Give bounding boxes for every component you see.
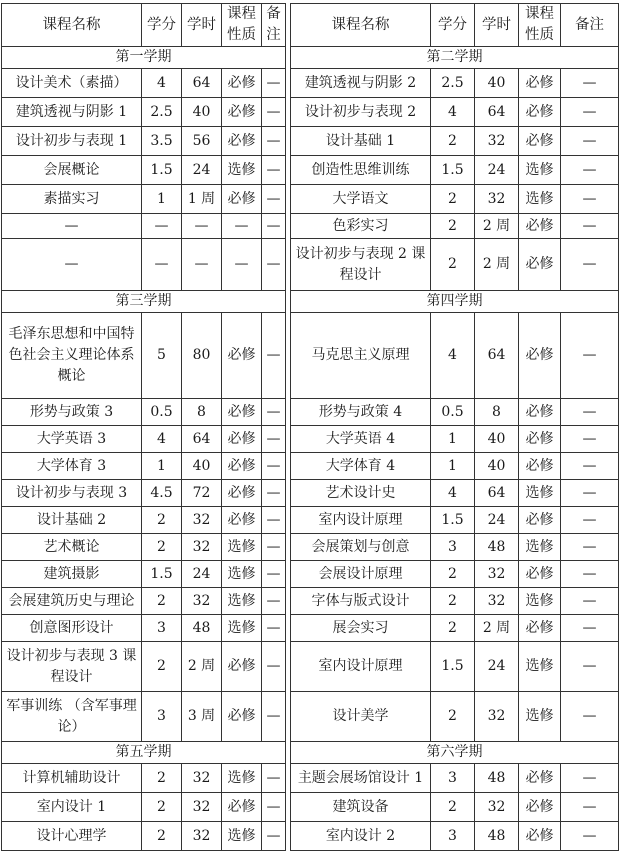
course-type: 选修: [222, 588, 262, 615]
table-row: [2, 507, 619, 534]
semester-row: [2, 742, 619, 764]
remarks: —: [262, 480, 286, 507]
credits: 1: [142, 185, 182, 214]
course-type: 必修: [519, 313, 561, 399]
course-name: 建筑摄影: [2, 561, 142, 588]
remarks: —: [561, 793, 619, 822]
course-type: 选修: [222, 822, 262, 851]
credits: 2: [431, 214, 475, 239]
header-remarks: 备注: [262, 4, 286, 47]
credits: 4.5: [142, 480, 182, 507]
remarks: —: [561, 239, 619, 291]
credits: —: [142, 214, 182, 239]
course-type: 必修: [519, 793, 561, 822]
remarks: —: [262, 453, 286, 480]
table-row: [2, 561, 619, 588]
remarks: —: [561, 399, 619, 426]
hours: 64: [182, 426, 222, 453]
semester-title: 第四学期: [291, 291, 619, 313]
table-row: [2, 239, 619, 291]
remarks: —: [262, 185, 286, 214]
hours: 32: [475, 561, 519, 588]
course-type: 必修: [222, 642, 262, 692]
remarks: —: [262, 214, 286, 239]
course-name: 形势与政策 4: [291, 399, 431, 426]
credits: 3: [142, 615, 182, 642]
credits: 0.5: [142, 399, 182, 426]
course-type: 必修: [222, 185, 262, 214]
hours: 40: [475, 426, 519, 453]
course-type: 必修: [519, 561, 561, 588]
course-name: 室内设计原理: [291, 642, 431, 692]
hours: 40: [475, 453, 519, 480]
credits: 3: [431, 822, 475, 851]
header-credits: 学分: [142, 4, 182, 47]
credits: 5: [142, 313, 182, 399]
course-name: 设计初步与表现 2: [291, 98, 431, 127]
remarks: —: [561, 214, 619, 239]
remarks: —: [262, 822, 286, 851]
semester-row: [2, 47, 619, 69]
course-name: 设计初步与表现 3: [2, 480, 142, 507]
course-type: 选修: [222, 764, 262, 793]
course-type: 选修: [519, 480, 561, 507]
course-type: 必修: [519, 399, 561, 426]
course-name: 设计初步与表现 2 课程设计: [291, 239, 431, 291]
table-row: [2, 185, 619, 214]
course-name: 会展策划与创意: [291, 534, 431, 561]
remarks: —: [561, 534, 619, 561]
course-type: 必修: [222, 98, 262, 127]
credits: 4: [142, 69, 182, 98]
remarks: —: [561, 507, 619, 534]
course-name: 军事训练 （含军事理论）: [2, 692, 142, 742]
hours: 32: [475, 185, 519, 214]
remarks: —: [262, 507, 286, 534]
course-type: 必修: [519, 822, 561, 851]
header-course-type: 课程性质: [519, 4, 561, 47]
course-type: 必修: [519, 98, 561, 127]
remarks: —: [262, 561, 286, 588]
credits: 2: [142, 793, 182, 822]
course-name: 会展建筑历史与理论: [2, 588, 142, 615]
credits: 3: [431, 764, 475, 793]
course-name: 设计心理学: [2, 822, 142, 851]
semester-row: [2, 291, 619, 313]
hours: 2 周: [475, 214, 519, 239]
semester-title: 第二学期: [291, 47, 619, 69]
course-type: 必修: [222, 793, 262, 822]
hours: 24: [182, 561, 222, 588]
header-hours: 学时: [182, 4, 222, 47]
course-type: 必修: [519, 239, 561, 291]
remarks: —: [262, 156, 286, 185]
header-row: [2, 4, 619, 47]
table-row: [2, 214, 619, 239]
course-name: 毛泽东思想和中国特色社会主义理论体系概论: [2, 313, 142, 399]
header-credits: 学分: [431, 4, 475, 47]
credits: 2: [431, 185, 475, 214]
hours: 32: [475, 127, 519, 156]
hours: 48: [475, 764, 519, 793]
course-name: 建筑透视与阴影 2: [291, 69, 431, 98]
remarks: —: [561, 615, 619, 642]
course-name: 大学英语 3: [2, 426, 142, 453]
credits: 1.5: [431, 642, 475, 692]
hours: 24: [182, 156, 222, 185]
remarks: —: [262, 615, 286, 642]
remarks: —: [561, 764, 619, 793]
course-name: 创造性思维训练: [291, 156, 431, 185]
remarks: —: [262, 69, 286, 98]
credits: 4: [431, 480, 475, 507]
hours: 3 周: [182, 692, 222, 742]
credits: 2: [142, 822, 182, 851]
hours: 2 周: [475, 239, 519, 291]
course-type: 必修: [222, 127, 262, 156]
remarks: —: [262, 534, 286, 561]
table-row: [2, 69, 619, 98]
remarks: —: [561, 561, 619, 588]
course-type: 必修: [222, 426, 262, 453]
credits: 1: [142, 453, 182, 480]
remarks: —: [561, 426, 619, 453]
remarks: —: [262, 426, 286, 453]
credits: 2: [431, 793, 475, 822]
course-type: 必修: [519, 127, 561, 156]
credits: 0.5: [431, 399, 475, 426]
course-name: 建筑设备: [291, 793, 431, 822]
credits: 2.5: [431, 69, 475, 98]
hours: 40: [182, 453, 222, 480]
remarks: —: [262, 239, 286, 291]
credits: —: [142, 239, 182, 291]
course-name: —: [2, 214, 142, 239]
table-row: [2, 642, 619, 692]
course-name: 形势与政策 3: [2, 399, 142, 426]
table-row: [2, 615, 619, 642]
course-name: 室内设计 1: [2, 793, 142, 822]
table-row: [2, 822, 619, 851]
course-type: 必修: [222, 692, 262, 742]
remarks: —: [561, 588, 619, 615]
table-row: [2, 764, 619, 793]
hours: 48: [475, 822, 519, 851]
course-type: 必修: [519, 69, 561, 98]
credits: 1.5: [142, 156, 182, 185]
credits: 2: [142, 534, 182, 561]
course-name: 马克思主义原理: [291, 313, 431, 399]
semester-title: 第三学期: [2, 291, 286, 313]
table-row: [2, 399, 619, 426]
remarks: —: [262, 793, 286, 822]
remarks: —: [561, 822, 619, 851]
course-schedule: [0, 3, 619, 851]
hours: 64: [475, 480, 519, 507]
credits: 1.5: [431, 507, 475, 534]
hours: 2 周: [182, 642, 222, 692]
hours: —: [182, 239, 222, 291]
table-row: [2, 98, 619, 127]
hours: 32: [475, 793, 519, 822]
remarks: —: [561, 127, 619, 156]
course-type: 必修: [519, 764, 561, 793]
course-name: 会展设计原理: [291, 561, 431, 588]
table-row: [2, 480, 619, 507]
table-row: [2, 692, 619, 742]
course-type: 必修: [222, 453, 262, 480]
course-name: 建筑透视与阴影 1: [2, 98, 142, 127]
course-type: 必修: [519, 214, 561, 239]
course-name: 创意图形设计: [2, 615, 142, 642]
semester-title: 第六学期: [291, 742, 619, 764]
header-course-name: 课程名称: [2, 4, 142, 47]
hours: 56: [182, 127, 222, 156]
credits: 2: [431, 561, 475, 588]
hours: 32: [475, 588, 519, 615]
header-course-type: 课程性质: [222, 4, 262, 47]
credits: 4: [142, 426, 182, 453]
hours: 24: [475, 507, 519, 534]
course-type: 选修: [222, 534, 262, 561]
hours: 64: [475, 98, 519, 127]
remarks: —: [561, 98, 619, 127]
credits: 1: [431, 453, 475, 480]
credits: 1.5: [142, 561, 182, 588]
hours: 64: [182, 69, 222, 98]
remarks: —: [561, 69, 619, 98]
course-name: —: [2, 239, 142, 291]
credits: 2: [431, 588, 475, 615]
course-name: 设计初步与表现 3 课程设计: [2, 642, 142, 692]
course-type: 必修: [519, 453, 561, 480]
course-type: 选修: [519, 588, 561, 615]
credits: 4: [431, 313, 475, 399]
table-row: [2, 426, 619, 453]
remarks: —: [262, 127, 286, 156]
remarks: —: [262, 588, 286, 615]
hours: 48: [182, 615, 222, 642]
table-row: [2, 534, 619, 561]
hours: 72: [182, 480, 222, 507]
remarks: —: [561, 185, 619, 214]
course-type: 选修: [222, 615, 262, 642]
course-type: 必修: [222, 313, 262, 399]
remarks: —: [561, 156, 619, 185]
course-type: 必修: [222, 69, 262, 98]
course-name: 展会实习: [291, 615, 431, 642]
course-table: [1, 3, 619, 851]
header-hours: 学时: [475, 4, 519, 47]
hours: 2 周: [475, 615, 519, 642]
course-type: 选修: [519, 692, 561, 742]
hours: 32: [182, 588, 222, 615]
course-type: 必修: [519, 426, 561, 453]
credits: 2: [142, 642, 182, 692]
hours: 40: [182, 98, 222, 127]
course-type: 必修: [222, 507, 262, 534]
course-type: 选修: [519, 534, 561, 561]
course-name: 计算机辅助设计: [2, 764, 142, 793]
course-type: 必修: [519, 507, 561, 534]
credits: 3.5: [142, 127, 182, 156]
hours: 32: [182, 793, 222, 822]
remarks: —: [262, 764, 286, 793]
hours: 24: [475, 642, 519, 692]
course-type: 必修: [222, 399, 262, 426]
hours: 8: [182, 399, 222, 426]
course-name: 设计基础 2: [2, 507, 142, 534]
credits: 2: [142, 507, 182, 534]
course-type: 选修: [222, 156, 262, 185]
course-name: 大学体育 4: [291, 453, 431, 480]
course-type: 必修: [222, 480, 262, 507]
course-name: 会展概论: [2, 156, 142, 185]
course-name: 大学语文: [291, 185, 431, 214]
course-type: 选修: [519, 642, 561, 692]
hours: 48: [475, 534, 519, 561]
course-name: 大学英语 4: [291, 426, 431, 453]
header-remarks: 备注: [561, 4, 619, 47]
hours: 8: [475, 399, 519, 426]
semester-title: 第一学期: [2, 47, 286, 69]
course-name: 室内设计 2: [291, 822, 431, 851]
table-row: [2, 127, 619, 156]
remarks: —: [561, 480, 619, 507]
hours: 32: [182, 507, 222, 534]
credits: 2: [142, 588, 182, 615]
table-row: [2, 793, 619, 822]
credits: 2: [431, 615, 475, 642]
remarks: —: [262, 399, 286, 426]
hours: 64: [475, 313, 519, 399]
remarks: —: [262, 692, 286, 742]
course-name: 字体与版式设计: [291, 588, 431, 615]
course-name: 大学体育 3: [2, 453, 142, 480]
credits: 3: [142, 692, 182, 742]
table-row: [2, 453, 619, 480]
header-course-name: 课程名称: [291, 4, 431, 47]
hours: 80: [182, 313, 222, 399]
hours: —: [182, 214, 222, 239]
semester-title: 第五学期: [2, 742, 286, 764]
course-type: —: [222, 214, 262, 239]
table-row: [2, 588, 619, 615]
remarks: —: [262, 642, 286, 692]
course-name: 艺术设计史: [291, 480, 431, 507]
table-row: [2, 313, 619, 399]
credits: 4: [431, 98, 475, 127]
hours: 32: [182, 534, 222, 561]
hours: 40: [475, 69, 519, 98]
remarks: —: [561, 642, 619, 692]
hours: 32: [182, 822, 222, 851]
credits: 2: [431, 239, 475, 291]
credits: 1.5: [431, 156, 475, 185]
course-name: 室内设计原理: [291, 507, 431, 534]
credits: 2: [142, 764, 182, 793]
credits: 2: [431, 127, 475, 156]
course-name: 设计初步与表现 1: [2, 127, 142, 156]
course-name: 艺术概论: [2, 534, 142, 561]
credits: 2: [431, 692, 475, 742]
course-type: 选修: [222, 561, 262, 588]
credits: 1: [431, 426, 475, 453]
remarks: —: [561, 692, 619, 742]
hours: 32: [475, 692, 519, 742]
credits: 3: [431, 534, 475, 561]
course-name: 设计美术（素描）: [2, 69, 142, 98]
remarks: —: [561, 453, 619, 480]
course-type: 选修: [519, 185, 561, 214]
course-name: 主题会展场馆设计 1: [291, 764, 431, 793]
remarks: —: [262, 313, 286, 399]
remarks: —: [561, 313, 619, 399]
hours: 24: [475, 156, 519, 185]
course-name: 素描实习: [2, 185, 142, 214]
remarks: —: [262, 98, 286, 127]
course-type: —: [222, 239, 262, 291]
course-type: 选修: [519, 156, 561, 185]
credits: 2.5: [142, 98, 182, 127]
course-type: 必修: [519, 615, 561, 642]
hours: 32: [182, 764, 222, 793]
course-name: 设计美学: [291, 692, 431, 742]
table-row: [2, 156, 619, 185]
course-name: 设计基础 1: [291, 127, 431, 156]
course-name: 色彩实习: [291, 214, 431, 239]
hours: 1 周: [182, 185, 222, 214]
